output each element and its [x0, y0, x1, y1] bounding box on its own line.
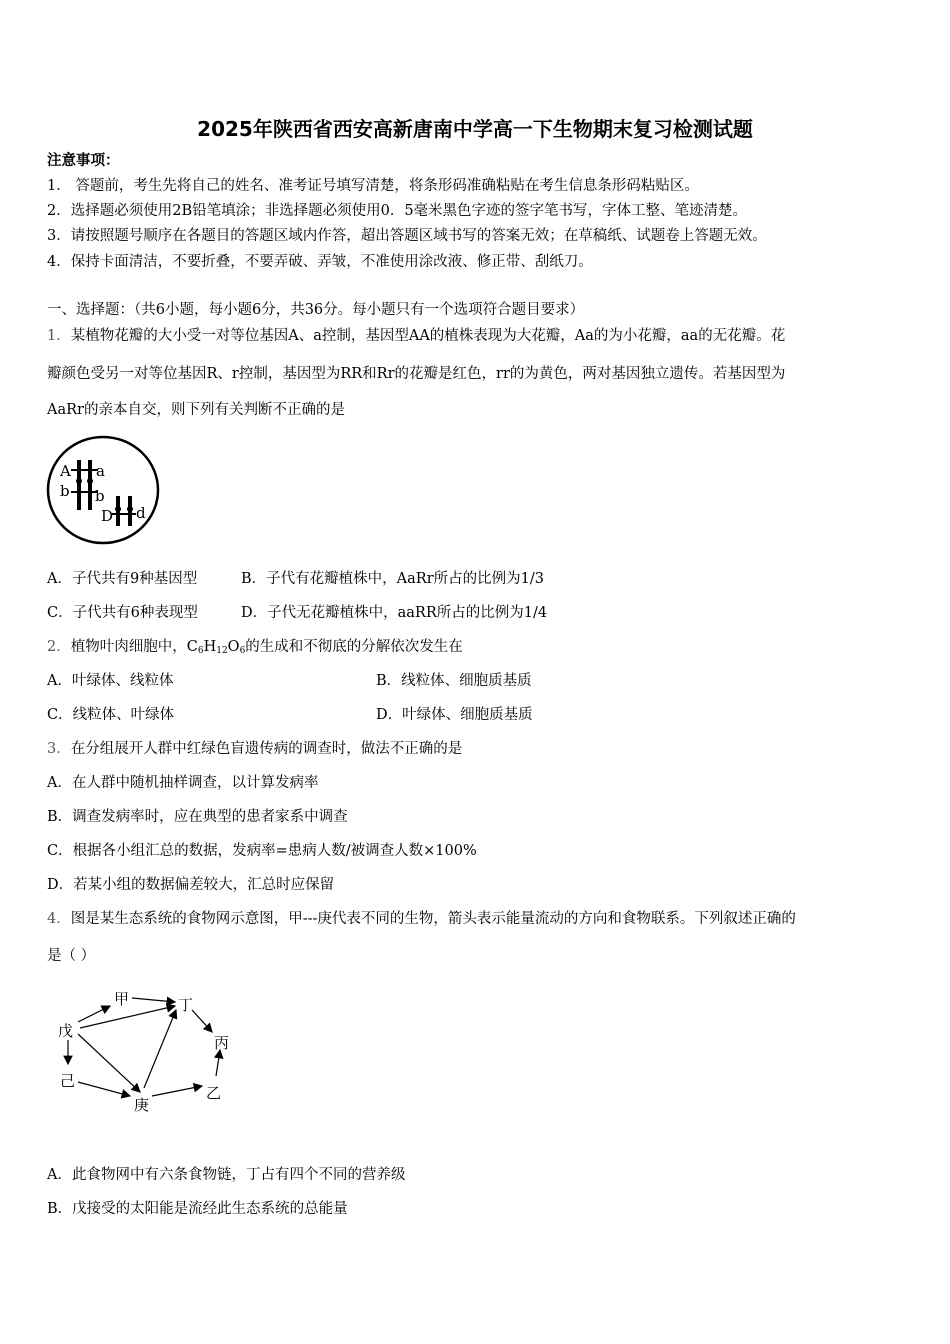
q1-number: 1． [47, 328, 71, 344]
q1-option-c[interactable]: C．子代共有6种表现型 [47, 605, 198, 621]
q2-option-d[interactable]: D．叶绿体、细胞质基质 [376, 707, 533, 723]
q3-option-a[interactable]: A．在人群中随机抽样调查，以计算发病率 [47, 775, 319, 791]
q4-number: 4． [47, 911, 71, 927]
notice-heading: 注意事项： [47, 152, 120, 169]
gene-label: a [96, 462, 105, 480]
q4-stem-line2: 是（ ） [47, 948, 96, 964]
q2-option-b[interactable]: B．线粒体、细胞质基质 [376, 673, 532, 689]
q4-option-b[interactable]: B．戊接受的太阳能是流经此生态系统的总能量 [47, 1201, 348, 1217]
q2-option-c[interactable]: C．线粒体、叶绿体 [47, 707, 175, 723]
node-ji: 己 [60, 1072, 76, 1090]
notice-item: 3．请按照题号顺序在各题目的答题区域内作答，超出答题区域书写的答案无效；在草稿纸、试题卷上答题无效。 [47, 228, 767, 244]
q2-number: 2． [47, 639, 71, 655]
q1-stem-line2: 瓣颜色受另一对等位基因R、r控制，基因型为RR和Rr的花瓣是红色，rr的为黄色，两对基因独立遗传。若基因型为 [47, 366, 786, 382]
node-wu: 戊 [58, 1022, 74, 1040]
gene-label: D [101, 507, 114, 525]
q3-option-b[interactable]: B．调查发病率时，应在典型的患者家系中调查 [47, 809, 348, 825]
chromosome-figure [46, 434, 162, 546]
page-title: 2025年陕西省西安高新唐南中学高一下生物期末复习检测试题 [197, 117, 753, 141]
arrow-wu-geng [78, 1034, 140, 1092]
arrow-ding-bing [192, 1010, 212, 1032]
node-bing: 丙 [214, 1034, 230, 1052]
section-heading: 一、选择题：（共6小题，每小题6分，共36分。每小题只有一个选项符合题目要求） [47, 302, 585, 318]
arrow-geng-ding [144, 1010, 176, 1088]
arrow-jia-ding [132, 998, 175, 1002]
q2-option-a[interactable]: A．叶绿体、线粒体 [47, 673, 174, 689]
gene-label: b [60, 482, 70, 500]
q1-option-d[interactable]: D．子代无花瓣植株中，aaRR所占的比例为1/4 [241, 605, 548, 621]
q4-stem-line1: 4．图是某生态系统的食物网示意图，甲---庚代表不同的生物，箭头表示能量流动的方向和食物联系。下列叙述正确的 [47, 911, 796, 927]
gene-label: d [136, 504, 146, 522]
arrow-wu-jia [78, 1006, 110, 1022]
arrow-geng-yi [152, 1086, 202, 1096]
notice-item: 2．选择题必须使用2B铅笔填涂；非选择题必须使用0．5毫米黑色字迹的签字笔书写，字体工整、笔迹清楚。 [47, 203, 748, 219]
q1-option-b[interactable]: B．子代有花瓣植株中，AaRr所占的比例为1/3 [241, 571, 544, 587]
node-ding: 丁 [178, 996, 194, 1014]
q1-stem-line1: 1．某植物花瓣的大小受一对等位基因A、a控制，基因型AA的植株表现为大花瓣，Aa的为小花瓣，aa的无花瓣。花 [47, 328, 786, 344]
q1-stem-line3: AaRr的亲本自交，则下列有关判断不正确的是 [47, 402, 345, 418]
q3-option-d[interactable]: D．若某小组的数据偏差较大，汇总时应保留 [47, 877, 335, 893]
q1-option-a[interactable]: A．子代共有9种基因型 [47, 571, 198, 587]
q2-stem: 2．植物叶肉细胞中，$C_6H_{12}O_6$的生成和不彻底的分解依次发生在 [47, 639, 463, 656]
notice-item: 1． 答题前，考生先将自己的姓名、准考证号填写清楚，将条形码准确粘贴在考生信息条形码粘贴区。 [47, 178, 699, 194]
arrow-ji-geng [78, 1082, 130, 1096]
notice-item: 4．保持卡面清洁，不要折叠，不要弄破、弄皱，不准使用涂改液、修正带、刮纸刀。 [47, 254, 593, 270]
q3-number: 3． [47, 741, 71, 757]
gene-label: b [95, 487, 105, 505]
q3-option-c[interactable]: C．根据各小组汇总的数据，发病率=患病人数/被调查人数×100% [47, 843, 477, 859]
arrow-wu-ding [80, 1006, 175, 1028]
gene-label: A [60, 462, 71, 480]
q4-option-a[interactable]: A．此食物网中有六条食物链，丁占有四个不同的营养级 [47, 1167, 406, 1183]
node-jia: 甲 [114, 990, 130, 1008]
q3-stem: 3．在分组展开人群中红绿色盲遗传病的调查时，做法不正确的是 [47, 741, 463, 757]
node-geng: 庚 [134, 1096, 150, 1114]
node-yi: 乙 [206, 1084, 222, 1102]
arrow-yi-bing [216, 1050, 220, 1076]
food-web-diagram [50, 982, 250, 1118]
